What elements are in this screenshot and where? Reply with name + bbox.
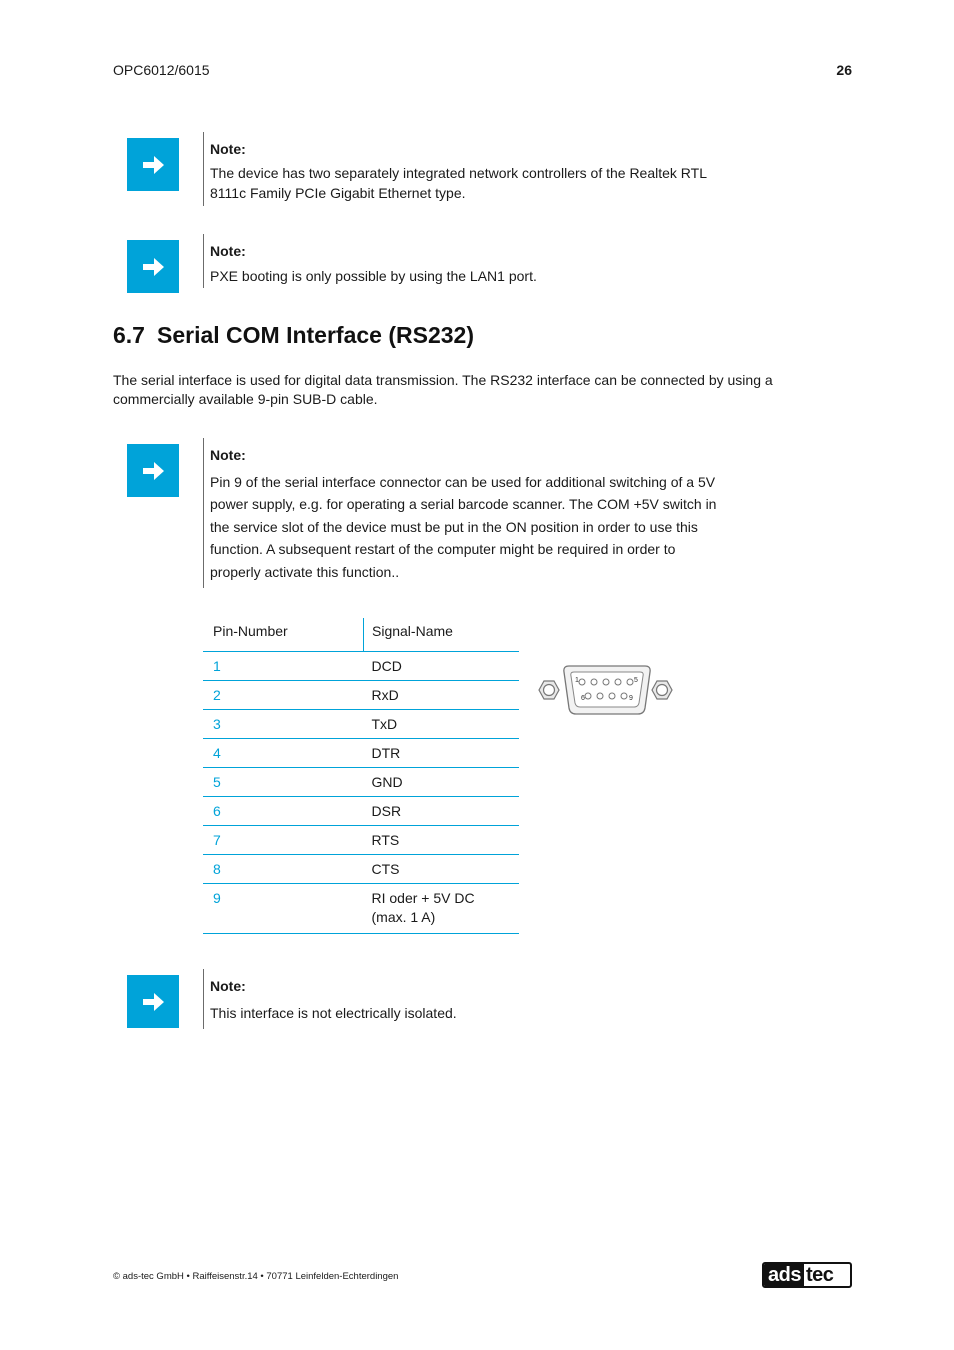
section-paragraph: The serial interface is used for digital data transmission. The RS232 interface can be connected by using a commercially available 9-pin SUB-D cable. bbox=[113, 372, 773, 407]
table-row bbox=[203, 768, 519, 797]
connector-pin bbox=[627, 679, 633, 685]
page-number: 26 bbox=[836, 62, 852, 78]
signal-name: TxD bbox=[364, 710, 520, 739]
connector-pin bbox=[591, 679, 597, 685]
section-heading bbox=[113, 322, 474, 349]
logo-right-text: tec bbox=[805, 1264, 834, 1286]
connector-pin bbox=[609, 693, 615, 699]
note-3 bbox=[210, 444, 750, 583]
section-title: Serial COM Interface (RS232) bbox=[156, 322, 474, 348]
signal-name-line: RI oder + 5V DC bbox=[371, 890, 475, 906]
table-header-row bbox=[203, 618, 519, 652]
note-arrow-icon bbox=[127, 240, 179, 293]
signal-name: DCD bbox=[364, 652, 520, 681]
pin-number: 7 bbox=[203, 826, 364, 855]
table-row bbox=[203, 710, 519, 739]
logo-left-text: ads bbox=[764, 1264, 804, 1286]
document-id: OPC6012/6015 bbox=[113, 62, 210, 78]
pin-number: 3 bbox=[203, 710, 364, 739]
pin-number: 1 bbox=[203, 652, 364, 681]
pin-number: 5 bbox=[203, 768, 364, 797]
connector-label-pin5: 5 bbox=[634, 677, 638, 684]
pin-number: 2 bbox=[203, 681, 364, 710]
table-row bbox=[203, 884, 519, 934]
column-header-signal: Signal-Name bbox=[364, 618, 520, 652]
note-title: Note: bbox=[210, 978, 246, 994]
note-line: function. A subsequent restart of the computer might be required in order to bbox=[210, 541, 676, 557]
pin-number: 4 bbox=[203, 739, 364, 768]
note-title: Note: bbox=[210, 243, 246, 259]
note-line: power supply, e.g. for operating a serial barcode scanner. The COM +5V switch in bbox=[210, 496, 717, 512]
signal-name-line: (max. 1 A) bbox=[371, 909, 436, 925]
signal-name: DSR bbox=[364, 797, 520, 826]
table-row bbox=[203, 652, 519, 681]
connector-label-pin6: 6 bbox=[581, 695, 585, 702]
note-arrow-icon bbox=[127, 444, 179, 497]
note-line: 8111c Family PCIe Gigabit Ethernet type. bbox=[210, 184, 466, 201]
connector-pin bbox=[585, 693, 591, 699]
note-arrow-icon bbox=[127, 975, 179, 1028]
pin-number: 6 bbox=[203, 797, 364, 826]
signal-name: RTS bbox=[364, 826, 520, 855]
signal-name: RxD bbox=[364, 681, 520, 710]
signal-name: CTS bbox=[364, 855, 520, 884]
connector-label-pin9: 9 bbox=[629, 695, 633, 702]
note-divider bbox=[203, 969, 204, 1029]
table-row bbox=[203, 681, 519, 710]
column-header-pin: Pin-Number bbox=[203, 618, 364, 652]
footer-address: © ads-tec GmbH • Raiffeisenstr.14 • 70771 Leinfelden-Echterdingen bbox=[113, 1271, 399, 1282]
connector-pin bbox=[579, 679, 585, 685]
section-number: 6.7 bbox=[113, 322, 145, 348]
pin-number: 9 bbox=[203, 884, 364, 934]
note-line: the service slot of the device must be put in the ON position in order to use this bbox=[210, 518, 698, 535]
note-line: properly activate this function.. bbox=[210, 563, 400, 580]
table-row bbox=[203, 855, 519, 884]
signal-name bbox=[364, 884, 520, 934]
connector-label-pin1: 1 bbox=[575, 677, 579, 684]
note-2 bbox=[210, 240, 750, 287]
note-line: PXE booting is only possible by using the LAN1 port. bbox=[210, 267, 537, 284]
pin-table bbox=[203, 618, 519, 934]
db9-connector-icon bbox=[535, 660, 680, 720]
note-arrow-icon bbox=[127, 138, 179, 191]
signal-name: DTR bbox=[364, 739, 520, 768]
connector-screw-right bbox=[652, 681, 672, 699]
note-line: This interface is not electrically isolated. bbox=[210, 1004, 457, 1021]
note-divider bbox=[203, 234, 204, 288]
connector-screw-left bbox=[539, 681, 559, 699]
note-line: Pin 9 of the serial interface connector can be used for additional switching of a 5V bbox=[210, 473, 716, 490]
connector-pin bbox=[597, 693, 603, 699]
note-title: Note: bbox=[210, 141, 246, 157]
signal-name: GND bbox=[364, 768, 520, 797]
table-row bbox=[203, 797, 519, 826]
note-4 bbox=[210, 975, 750, 1024]
connector-pin bbox=[603, 679, 609, 685]
table-row bbox=[203, 826, 519, 855]
table-row bbox=[203, 739, 519, 768]
note-line: The device has two separately integrated network controllers of the Realtek RTL bbox=[210, 164, 707, 181]
note-title: Note: bbox=[210, 447, 246, 463]
note-divider bbox=[203, 132, 204, 206]
connector-pin bbox=[615, 679, 621, 685]
note-divider bbox=[203, 438, 204, 588]
pin-number: 8 bbox=[203, 855, 364, 884]
ads-tec-logo bbox=[762, 1262, 852, 1288]
connector-pin bbox=[621, 693, 627, 699]
note-1 bbox=[210, 138, 750, 203]
